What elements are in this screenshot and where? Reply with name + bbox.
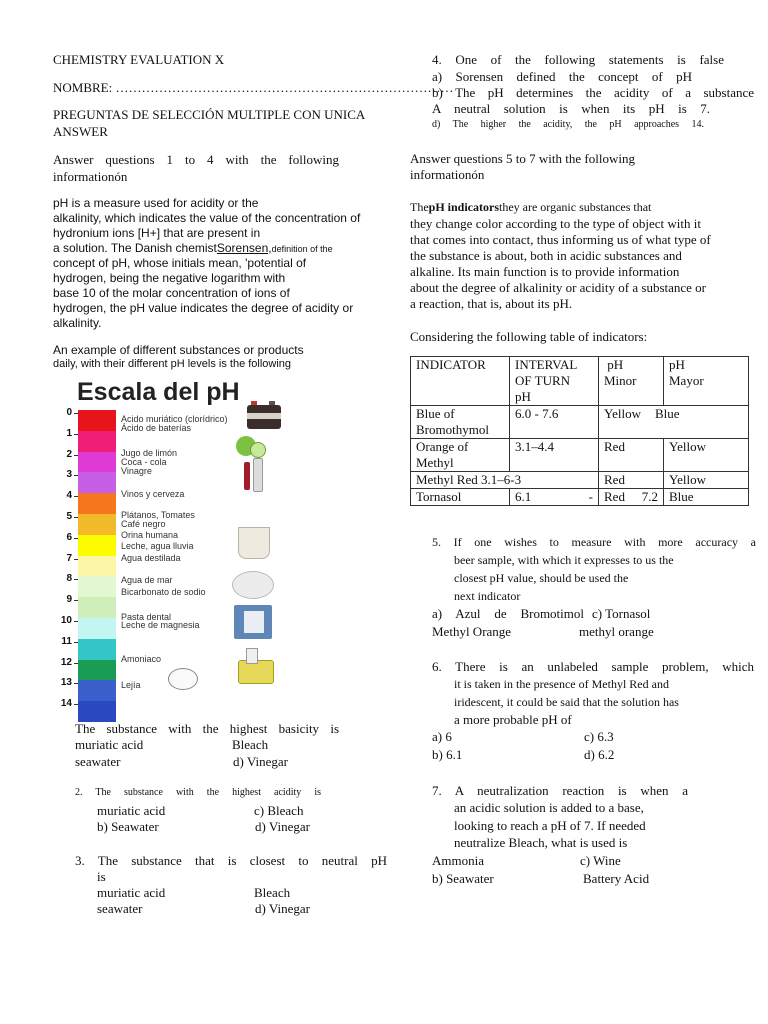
indicators-paragraph-line: alkaline. Its main function is to provide information [410,264,680,279]
indicators-paragraph-line: about the degree of alkalinity or acidity of a substance or [410,280,707,295]
table-row [411,406,749,439]
ph-level-bar [78,410,116,431]
ph-substance-label: Amoniaco [121,654,162,664]
ph-level-number: 7 [66,552,72,564]
q5-stem: 5. If one wishes to measure with more accuracy a [432,535,756,549]
q7-stem-cont: looking to reach a pH of 7. If needed [454,818,646,833]
table-row [411,439,749,472]
ph-tick [74,496,78,497]
name-field-label: NOMBRE: …………………………………………………………………… [53,80,454,95]
q5-option-c[interactable]: c) Tornasol [592,606,651,621]
instructions-q5-7-cont: informationón [410,167,485,182]
ph-level-bar [78,493,116,514]
q6-stem-cont: iridescent, it could be said that the solution has [454,695,679,709]
header-text: Mayor [669,373,704,388]
ph-level-bar [78,680,116,701]
q6-option-a[interactable]: a) 6 [432,729,452,744]
intro-line: alkalinity, which indicates the value of the concentration of [53,211,361,225]
cell-indicator [411,472,599,489]
ph-level-number: 14 [60,698,72,710]
header-ph-mayor [664,357,749,406]
cell-text: Orange of [416,439,469,454]
q4-option-c[interactable]: A neutral solution is when its pH is 7. [432,101,710,116]
cell-text: Red [604,489,625,504]
sorensen-word: Sorensen, [216,241,272,255]
ph-substance-label: Orina humana [121,530,179,540]
q3-option-a[interactable]: muriatic acid [97,885,166,900]
q2-stem: 2. The substance with the highest acidity is [75,787,321,798]
cell-minor [599,439,664,472]
ph-substance-label: Leche de magnesia [121,620,200,630]
cell-mayor [664,489,749,506]
q5-option-d[interactable]: methyl orange [579,624,654,639]
ph-tick [74,538,78,539]
ph-substance-label: Coca - cola [121,457,167,467]
cell-mayor [664,439,749,472]
q5-option-b[interactable]: Methyl Orange [432,624,512,639]
intro-line: pH is a measure used for acidity or the [53,196,259,210]
cell-colors [599,406,749,439]
q7-stem-cont: an acidic solution is added to a base, [454,800,644,815]
q6-stem-cont: it is taken in the presence of Methyl Red and [454,677,669,691]
vinegar-bottle-icon [253,458,263,492]
example-line: An example of different substances or products [53,343,304,357]
instructions-q1-4-cont: informationón [53,169,128,184]
page-title: CHEMISTRY EVALUATION X [53,52,225,67]
q3-option-d[interactable]: d) Vinegar [255,901,310,916]
header-text: Minor [604,373,637,388]
cell-text: - [588,489,593,504]
ind-bold-term: pH indicators [428,200,499,214]
ph-level-number: 4 [66,490,72,502]
q6-option-b[interactable]: b) 6.1 [432,747,463,762]
intro-line: hydronium ions [H+] that are present in [53,226,261,240]
header-text: INTERVAL [515,357,578,372]
instructions-q5-7: Answer questions 5 to 7 with the following [410,151,635,166]
intro-line: concept of pH, whose initials mean, 'potential of [53,256,307,270]
ph-substance-label: Vinos y cerveza [121,489,185,499]
cell-minor [599,489,664,506]
cell-text: 6.1 [515,489,532,504]
milk-glass-icon [238,527,270,559]
ph-level-bar [78,597,116,618]
indicators-paragraph-line: the substance is about, both in acidic substances and [410,248,682,263]
lime-slice-icon [250,442,266,458]
indicators-paragraph-line: a reaction, that is, about its pH. [410,296,573,311]
ph-level-bar [78,618,116,639]
ph-level-bar [78,639,116,660]
ph-substance-label: Lejía [121,680,141,690]
intro-line: base 10 of the molar concentration of ions of [53,286,290,300]
battery-icon [247,405,281,429]
ph-level-bar [78,556,116,577]
q3-option-c[interactable]: Bleach [254,885,291,900]
q4-stem: 4. One of the following statements is false [432,52,724,67]
ph-tick [74,621,78,622]
q4-option-b[interactable]: b) The pH determines the acidity of a substance [432,85,754,100]
cell-text: Red [604,439,625,454]
ind-prefix: The [410,200,429,214]
cell-text: Yellow [669,439,706,454]
ph-level-number: 12 [60,656,72,668]
ph-tick [74,579,78,580]
ph-substance-label: Ácido de baterías [121,423,192,433]
ph-level-number: 0 [66,407,72,418]
q2-option-a[interactable]: muriatic acid [97,803,166,818]
ph-tick [74,434,78,435]
q2-option-c[interactable]: c) Bleach [254,803,304,818]
q1-stem: The substance with the highest basicity is [75,721,339,736]
cell-text: Methyl [416,455,454,470]
indicators-paragraph-line: they change color according to the type of object with it [410,216,701,231]
ph-tick [74,600,78,601]
ph-substance-label: Jugo de limón [121,448,178,458]
q5-option-a[interactable]: a) Azul de Bromotimol [432,606,584,621]
cell-text: 6.0 - 7.6 [515,406,559,421]
ph-level-bar [78,660,116,681]
cell-text: Tornasol [416,489,462,504]
q7-option-b[interactable]: b) Seawater [432,871,494,886]
baking-soda-icon [232,571,274,599]
q1-option-a[interactable]: muriatic acid [75,737,144,752]
cell-indicator [411,406,510,439]
q3-stem: 3. The substance that is closest to neutral pH [75,853,387,868]
cell-interval [510,406,599,439]
ph-substance-label: Pasta dental [121,612,172,622]
ph-level-number: 8 [66,573,72,585]
ph-level-bar [78,514,116,535]
header-indicator [411,357,510,406]
cell-indicator [411,439,510,472]
q3-option-b[interactable]: seawater [97,901,143,916]
ph-level-bar [78,431,116,452]
cell-indicator [411,489,510,506]
q1-option-d[interactable]: d) Vinegar [233,754,288,769]
ph-tick [74,455,78,456]
cell-text: Methyl Red 3.1–6-3 [416,472,522,487]
cell-text: 7.2 [641,489,658,504]
q2-option-d[interactable]: d) Vinegar [255,819,310,834]
q7-option-d[interactable]: Battery Acid [583,871,650,886]
q5-stem-cont: beer sample, with which it expresses to us the [454,553,674,567]
ind-rest: they are organic substances that [499,200,652,214]
ph-level-number: 9 [66,594,72,606]
bottle-icon [244,462,250,490]
q6-stem: 6. There is an unlabeled sample problem, which [432,659,754,674]
header-ph-minor [599,357,664,406]
table-row [411,472,749,489]
ph-tick [74,683,78,684]
intro-line [53,241,333,255]
q6-stem-cont: a more probable pH of [454,712,572,727]
ph-level-bar [78,472,116,493]
sponge-icon [168,668,198,690]
ph-tick [74,475,78,476]
cell-interval [510,439,599,472]
ph-level-bar [78,452,116,473]
q7-stem-cont: neutralize Bleach, what is used is [454,835,628,850]
ph-level-bar [78,576,116,597]
header-text: OF TURN [515,373,571,388]
toothpaste-icon [234,605,272,639]
ph-level-number: 5 [66,511,72,522]
bleach-bottle-icon [246,648,258,664]
ph-level-number: 1 [66,427,72,439]
indicators-paragraph-line: that comes into contact, thus informing us of what type of [410,232,711,247]
q7-stem: 7. A neutralization reaction is when a [432,783,688,798]
q7-option-c[interactable]: c) Wine [580,853,621,868]
ph-level-bar [78,701,116,722]
ph-tick [74,704,78,705]
cell-text: Blue [654,406,680,421]
ph-substance-label: Plátanos, Tomates [121,510,195,520]
ph-substance-label: Vinagre [121,466,152,476]
ph-level-number: 10 [60,615,72,626]
ph-level-number: 13 [60,677,72,689]
cell-mayor [664,472,749,489]
q1-option-c[interactable]: Bleach [232,737,269,752]
ph-level-bar [78,535,116,556]
q3-stem-cont: is [97,869,106,884]
ph-tick [74,642,78,643]
intro-line: hydrogen, being the negative logarithm with [53,271,286,285]
table-header-row [411,357,749,406]
indicators-table [410,356,749,506]
intro-line: alkalinity. [53,316,102,330]
ph-tick [74,663,78,664]
q6-option-d[interactable]: d) 6.2 [584,747,615,762]
table-intro: Considering the following table of indicators: [410,329,648,344]
ph-level-number: 11 [61,635,72,647]
ph-substance-label: Leche, agua lluvia [121,541,194,551]
cell-minor [599,472,664,489]
ph-substance-label: Acido muriático (clorídrico) [121,414,228,424]
intro-text: a solution. The Danish chemist [53,241,217,255]
q6-option-c[interactable]: c) 6.3 [584,729,614,744]
section-heading-cont: ANSWER [53,124,108,139]
cell-text: Yellow [604,406,641,421]
header-text: INDICATOR [416,357,486,372]
ph-substance-label: Café negro [121,519,166,529]
cell-text: Blue [669,489,694,504]
definition-small: definition of the [271,244,333,254]
table-row [411,489,749,506]
q1-option-b[interactable]: seawater [75,754,121,769]
q7-option-a[interactable]: Ammonia [432,853,484,868]
q2-option-b[interactable]: b) Seawater [97,819,159,834]
q5-stem-cont: closest pH value, should be used the [454,571,629,585]
ph-tick [74,413,78,414]
cell-text: Blue of [416,406,455,421]
q4-option-a[interactable]: a) Sorensen defined the concept of pH [432,69,692,84]
cell-text: Bromothymol [416,422,489,437]
cell-text: 3.1–4.4 [515,439,554,454]
ph-substance-label: Agua de mar [121,575,173,585]
header-interval [510,357,599,406]
ph-substance-label: Agua destilada [121,553,181,563]
cell-interval [510,489,599,506]
ph-substance-label: Bicarbonato de sodio [121,587,206,597]
example-line: daily, with their different pH levels is the following [53,358,292,370]
ph-level-number: 2 [66,448,72,460]
section-heading: PREGUNTAS DE SELECCIÓN MULTIPLE CON UNICA [53,107,366,122]
ph-tick [74,559,78,560]
q5-stem-cont: next indicator [454,589,521,603]
header-text: pH [515,389,531,404]
ph-level-number: 3 [66,469,72,481]
ph-scale-title: Escala del pH [77,378,240,406]
ph-tick [74,517,78,518]
cell-text: Yellow [669,472,706,487]
indicators-paragraph-line [410,200,651,215]
header-text: pH [607,357,624,372]
q4-option-d[interactable]: d) The higher the acidity, the pH approaches 14. [432,119,704,130]
header-text: pH [669,357,685,372]
cell-text: Red [604,472,625,487]
ph-level-number: 6 [66,531,72,543]
intro-line: hydrogen, the pH value indicates the degree of acidity or [53,301,354,315]
instructions-q1-4: Answer questions 1 to 4 with the following [53,152,339,167]
